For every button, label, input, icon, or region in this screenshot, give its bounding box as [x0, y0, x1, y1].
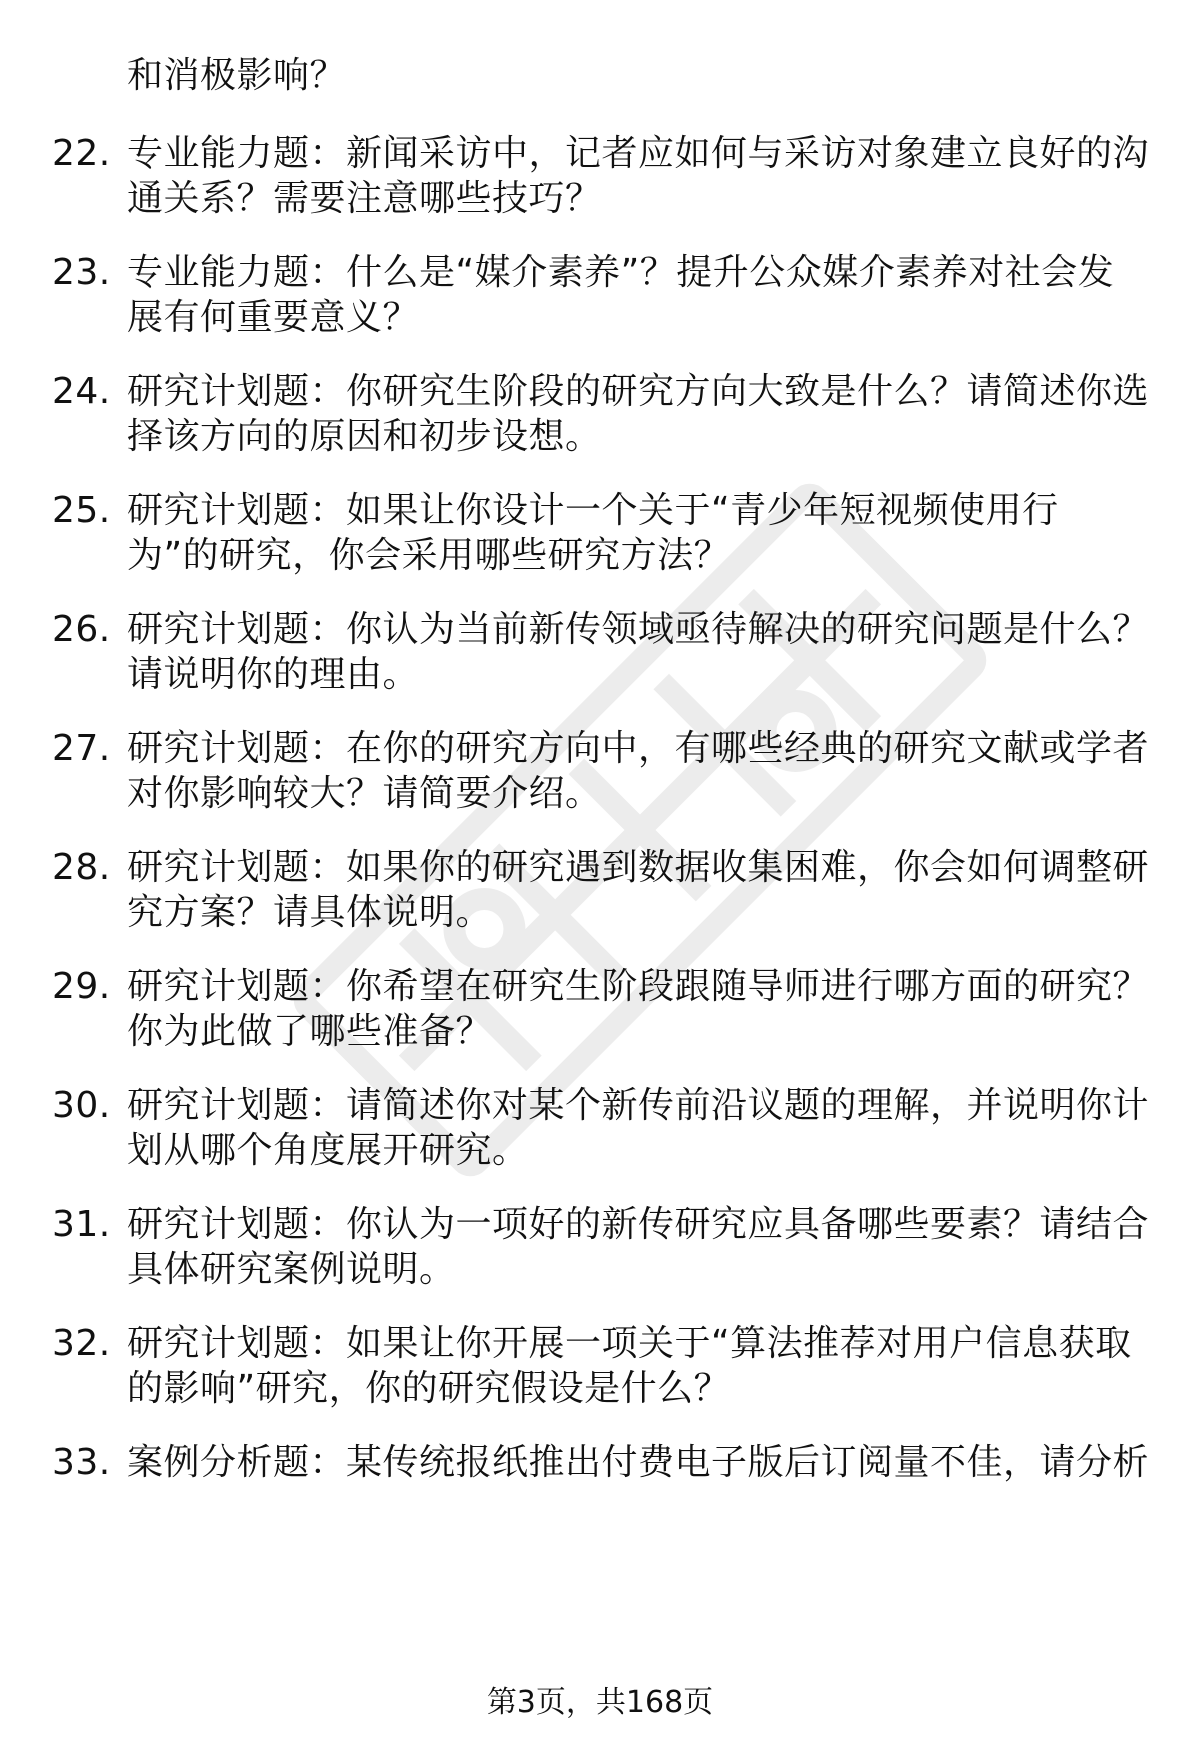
item-text-line1: 研究计划题：你认为当前新传领域亟待解决的研究问题是什么？ — [127, 609, 1150, 650]
item-text-line1: 研究计划题：你研究生阶段的研究方向大致是什么？请简述你选 — [127, 371, 1150, 412]
item-text-line1: 专业能力题：什么是“媒介素养”？提升公众媒介素养对社会发 — [127, 252, 1115, 293]
item-text-line1: 研究计划题：在你的研究方向中，有哪些经典的研究文献或学者 — [127, 728, 1150, 769]
item-text-line1: 研究计划题：如果让你设计一个关于“青少年短视频使用行 — [127, 490, 1059, 531]
item-text-line2: 你为此做了哪些准备？ — [127, 1011, 493, 1052]
item-text-line1: 专业能力题：新闻采访中，记者应如何与采访对象建立良好的沟 — [127, 133, 1150, 174]
item-number: 22. — [52, 133, 111, 174]
item-text-line1: 研究计划题：如果你的研究遇到数据收集困难，你会如何调整研 — [127, 847, 1150, 888]
continuation-text: 和消极影响？ — [127, 55, 347, 96]
item-text-line2: 对你影响较大？请简要介绍。 — [127, 773, 602, 814]
item-text-line2: 为”的研究，你会采用哪些研究方法？ — [127, 535, 731, 576]
item-text-line1: 案例分析题：某传统报纸推出付费电子版后订阅量不佳，请分析 — [127, 1442, 1150, 1483]
item-number: 27. — [52, 728, 111, 769]
item-text-line2: 具体研究案例说明。 — [127, 1249, 456, 1290]
item-text-line1: 研究计划题：你希望在研究生阶段跟随导师进行哪方面的研究？ — [127, 966, 1150, 1007]
item-number: 30. — [52, 1085, 111, 1126]
item-number: 24. — [52, 371, 111, 412]
item-text-line1: 研究计划题：请简述你对某个新传前沿议题的理解，并说明你计 — [127, 1085, 1150, 1126]
item-text-line2: 划从哪个角度展开研究。 — [127, 1130, 529, 1171]
item-text-line2: 择该方向的原因和初步设想。 — [127, 416, 602, 457]
page-number-footer: 第3页，共168页 — [486, 1685, 714, 1720]
item-number: 29. — [52, 966, 111, 1007]
item-text-line2: 的影响”研究，你的研究假设是什么？ — [127, 1368, 731, 1409]
item-number: 23. — [52, 252, 111, 293]
item-text-line2: 通关系？需要注意哪些技巧？ — [127, 178, 602, 219]
item-text-line2: 请说明你的理由。 — [127, 654, 420, 695]
item-number: 32. — [52, 1323, 111, 1364]
item-number: 33. — [52, 1442, 111, 1483]
item-number: 31. — [52, 1204, 111, 1245]
item-number: 28. — [52, 847, 111, 888]
item-text-line1: 研究计划题：你认为一项好的新传研究应具备哪些要素？请结合 — [127, 1204, 1150, 1245]
item-text-line2: 究方案？请具体说明。 — [127, 892, 493, 933]
item-text-line1: 研究计划题：如果让你开展一项关于“算法推荐对用户信息获取 — [127, 1323, 1132, 1364]
item-text-line2: 展有何重要意义？ — [127, 297, 420, 338]
item-number: 26. — [52, 609, 111, 650]
item-number: 25. — [52, 490, 111, 531]
